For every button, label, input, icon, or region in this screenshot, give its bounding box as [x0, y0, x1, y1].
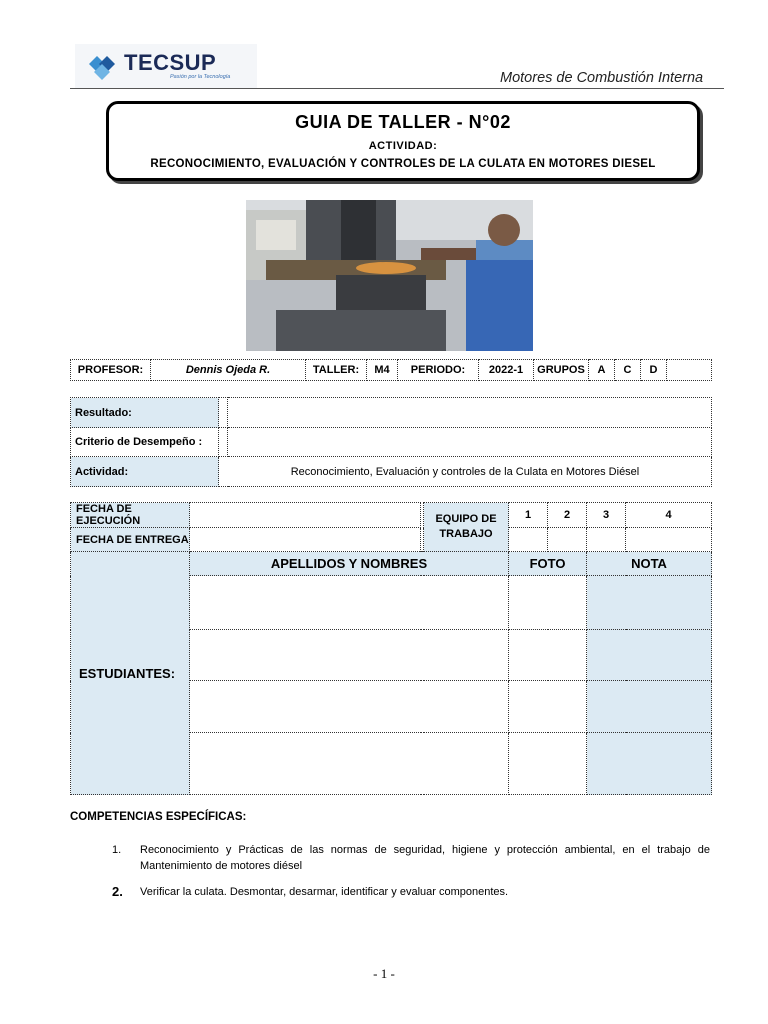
- title-box: [106, 101, 700, 181]
- grupo-c: C: [615, 360, 641, 381]
- col-nota: NOTA: [587, 552, 712, 576]
- grupo-a: A: [589, 360, 615, 381]
- equipo-3: 3: [587, 503, 626, 528]
- taller-label: TALLER:: [306, 360, 367, 381]
- logo-text: TECSUP: [124, 50, 217, 75]
- student-name-1[interactable]: [190, 576, 509, 630]
- profesor-label: PROFESOR:: [71, 360, 151, 381]
- student-grade-1[interactable]: [587, 576, 712, 630]
- resultado-label: Resultado:: [71, 398, 219, 428]
- info-table: [70, 359, 712, 381]
- profesor-value: Dennis Ojeda R.: [151, 360, 306, 381]
- list-item-text: Verificar la culata. Desmontar, desarmar, identificar y evaluar componentes.: [140, 886, 509, 898]
- fecha-entrega-value[interactable]: [190, 528, 421, 552]
- workshop-photo: [246, 200, 533, 351]
- activity-name: RECONOCIMIENTO, EVALUACIÓN Y CONTROLES DE LA CULATA EN MOTORES DIESEL: [150, 158, 656, 170]
- criterio-value[interactable]: [228, 428, 712, 457]
- equipo-2: 2: [548, 503, 587, 528]
- list-item-text: Reconocimiento y Prácticas de las normas de seguridad, higiene y protección ambiental, en el trabajo de Mantenimiento de motores diésel: [140, 844, 710, 872]
- col-foto: FOTO: [509, 552, 587, 576]
- equipo-label-line1: EQUIPO DE: [435, 513, 497, 525]
- header-divider: [70, 88, 724, 89]
- equipo-1-box[interactable]: [509, 528, 548, 552]
- col-apellidos: APELLIDOS Y NOMBRES: [190, 552, 509, 576]
- student-name-2[interactable]: [190, 630, 509, 681]
- fecha-ejecucion-label: FECHA DE EJECUCIÓN: [71, 503, 190, 528]
- course-title: Motores de Combustión Interna: [500, 70, 704, 86]
- competencias-title: COMPETENCIAS ESPECÍFICAS:: [70, 811, 247, 823]
- criterio-gap: [219, 428, 228, 457]
- evaluation-table: [70, 397, 712, 487]
- equipo-1: 1: [509, 503, 548, 528]
- student-name-3[interactable]: [190, 681, 509, 733]
- taller-value: M4: [367, 360, 398, 381]
- resultado-gap: [219, 398, 228, 428]
- machinist-photo-image: [246, 200, 533, 351]
- competencias-list: [112, 842, 710, 910]
- student-photo-1[interactable]: [509, 576, 587, 630]
- list-item-number: 2.: [112, 884, 123, 899]
- student-photo-4[interactable]: [509, 733, 587, 795]
- fecha-ejecucion-value[interactable]: [190, 503, 421, 528]
- student-grade-3[interactable]: [587, 681, 712, 733]
- student-name-4[interactable]: [190, 733, 509, 795]
- activity-label: ACTIVIDAD:: [368, 140, 438, 152]
- grupo-d: D: [641, 360, 667, 381]
- equipo-label-line2: TRABAJO: [439, 528, 493, 540]
- estudiantes-label: ESTUDIANTES:: [71, 552, 190, 795]
- equipo-4: 4: [626, 503, 712, 528]
- fecha-entrega-label: FECHA DE ENTREGA: [71, 528, 190, 552]
- resultado-value[interactable]: [228, 398, 712, 428]
- criterio-label: Criterio de Desempeño :: [71, 428, 219, 457]
- guide-title: GUIA DE TALLER - N°02: [295, 112, 511, 132]
- list-item-number: 1.: [112, 844, 122, 856]
- equipo-3-box[interactable]: [587, 528, 626, 552]
- list-item: [112, 884, 710, 900]
- student-grade-4[interactable]: [587, 733, 712, 795]
- team-table: [70, 502, 712, 795]
- equipo-2-box[interactable]: [548, 528, 587, 552]
- periodo-label: PERIODO:: [398, 360, 479, 381]
- actividad-label: Actividad:: [71, 457, 219, 487]
- student-photo-3[interactable]: [509, 681, 587, 733]
- grupos-label: GRUPOS: [534, 360, 589, 381]
- equipo-label: [424, 503, 509, 552]
- actividad-value: Reconocimiento, Evaluación y controles de la Culata en Motores Diésel: [219, 457, 712, 487]
- logo-tagline: Pasión por la Tecnología: [170, 74, 231, 80]
- periodo-value: 2022-1: [479, 360, 534, 381]
- student-grade-2[interactable]: [587, 630, 712, 681]
- page-number: - 1 -: [373, 966, 395, 981]
- grupo-empty: [667, 360, 712, 381]
- list-item: [112, 842, 710, 874]
- student-photo-2[interactable]: [509, 630, 587, 681]
- equipo-4-box[interactable]: [626, 528, 712, 552]
